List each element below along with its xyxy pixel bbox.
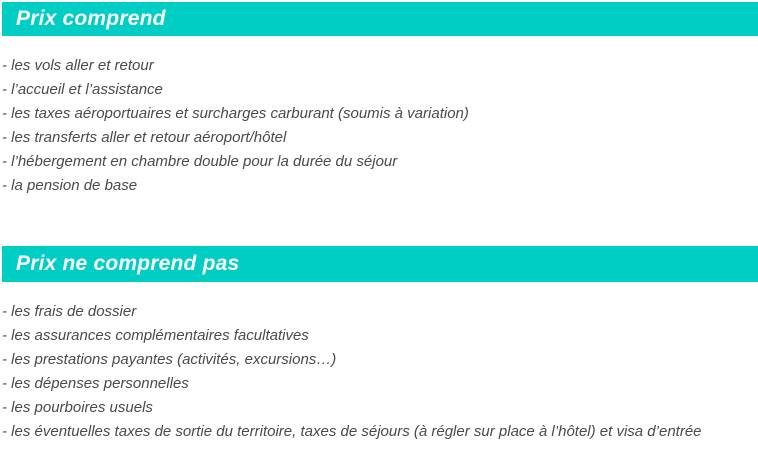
section-header-price-includes — [2, 2, 758, 36]
list-item: - les assurances complémentaires facultatives — [2, 327, 309, 344]
list-item: - les dépenses personnelles — [2, 375, 189, 392]
list-item: - l’accueil et l’assistance — [2, 81, 163, 98]
pricing-page — [0, 2, 758, 462]
section-header-price-excludes — [2, 246, 758, 282]
list-item: - les vols aller et retour — [2, 57, 154, 74]
list-item: - les éventuelles taxes de sortie du territoire, taxes de séjours (à régler sur place à l’hôtel) et visa d’entrée — [2, 423, 702, 440]
list-item: - les pourboires usuels — [2, 399, 153, 416]
section-title-price-includes: Prix comprend — [16, 7, 166, 30]
section-title-price-excludes: Prix ne comprend pas — [16, 252, 240, 275]
list-item: - la pension de base — [2, 177, 138, 194]
list-item: - les prestations payantes (activités, excursions…) — [2, 351, 337, 368]
list-item: - les frais de dossier — [2, 303, 137, 320]
list-item: - l’hébergement en chambre double pour la durée du séjour — [2, 153, 398, 170]
price-excludes-list — [0, 300, 758, 444]
list-item: - les taxes aéroportuaires et surcharges carburant (soumis à variation) — [2, 105, 469, 122]
list-item: - les transferts aller et retour aéroport/hôtel — [2, 129, 287, 146]
price-includes-list — [0, 54, 758, 198]
